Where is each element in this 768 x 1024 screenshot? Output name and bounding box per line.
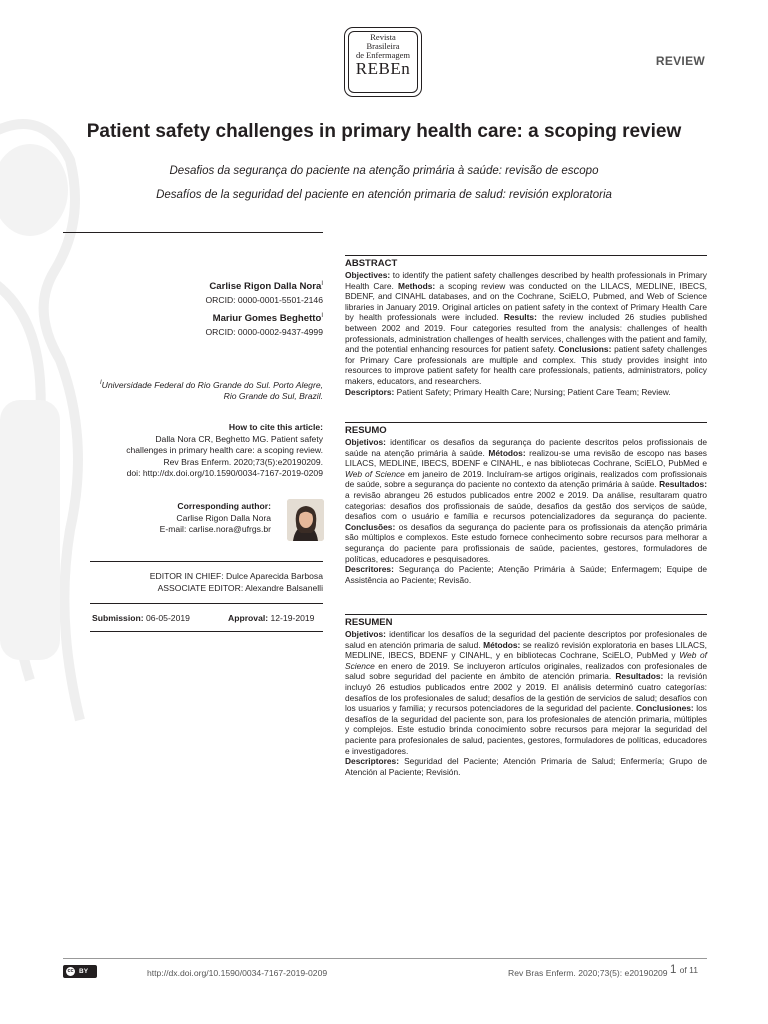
affiliation-line-2: Rio Grande do Sul, Brazil. — [223, 391, 323, 402]
resumo-body — [345, 437, 707, 564]
footer-rule — [63, 958, 707, 959]
resumo-objectives-text: identificar os desafios da segurança do paciente descritos pelos profissionais de saúde na atenção primária à saúde. — [345, 437, 707, 458]
resumo-top-rule — [345, 422, 707, 423]
resumo-methods-label: Métodos: — [488, 447, 526, 458]
logo-line-3: de Enfermagem — [355, 50, 411, 60]
dates-bottom-rule — [90, 631, 323, 632]
subtitle-portuguese: Desafios da segurança do paciente na atenção primária à saúde: revisão de escopo — [169, 165, 599, 177]
abstract-conclusions-text: patient safety challenges for Primary Care professionals are multiple and complex. This study provides insight into resources to improve patient safety for health care professionals, patients, administrators, policy makers, educators, and researchers. — [345, 344, 708, 386]
resumen-conclusions-text: los desafíos de la seguridad del paciente son, para los profesionales de atención primaria, múltiples y complejos. Este estudio brinda conocimiento sobre recursos para mejorar la seguridad del paciente para profesionales de salud, pacientes, gestores, formuladores de políticas, educadores e investigadores. — [345, 703, 707, 756]
resumen-descriptors — [345, 756, 707, 777]
corresponding-name: Carlise Rigon Dalla Nora — [176, 512, 271, 523]
article-title: Patient safety challenges in primary health care: a scoping review — [86, 121, 682, 142]
cc-license-text: BY — [79, 968, 89, 975]
resumen-heading: RESUMEN — [345, 617, 393, 628]
corresponding-block — [160, 501, 271, 536]
resumen-methods-text-2: en enero de 2019. Se incluyeron artículos originales, realizados con profesionales de salud sobre seguridad del paciente en ámbito de atención primaria. — [345, 660, 707, 682]
resumen-methods-label: Métodos: — [483, 639, 521, 650]
logo-line-2: Brasileira — [366, 41, 400, 51]
resumen-conclusions-label: Conclusiones: — [635, 703, 694, 714]
approval-value: 12-19-2019 — [270, 613, 315, 623]
author-block-1 — [205, 279, 323, 306]
resumo-methods-text: realizou-se uma revisão de escopo nas bases LILACS, MEDLINE, IBECS, BDENF e CINAHL, e nas bibliotecas Cochrane, SciELO, PubMed e — [345, 447, 707, 469]
resumen-section — [345, 617, 707, 777]
resumo-heading: RESUMO — [345, 425, 387, 436]
abstract-methods-text: a scoping review was conducted on the LILACS, MEDLINE, IBECS, BDENF, and CINAHL databases, and on the Cochrane, SciELO, Pubmed, and Web of Science libraries in January 2019. Original articles on patient safety in the context of Primary Health Care by health professionals were included. — [345, 280, 707, 323]
section-label: REVIEW — [655, 54, 705, 68]
abstract-heading: ABSTRACT — [345, 258, 398, 269]
cc-icon: cc — [67, 968, 74, 974]
abstract-results-text: the review included 26 studies published between 2002 and 2019. Four categories resulted from the analysis: challenges of health professionals, administration challenges of health services, challenges with the patient and family, and the potential enhancing resources for patient safety. — [345, 312, 707, 355]
submission-label: Submission: — [92, 613, 144, 623]
resumen-results-text: la revisión incluyó 26 estudios publicados entre 2002 y 2019. El análisis determinó cuatro categorías: desafíos de los profesionales de salud; desafíos de la gestión de servicios de salud; desafíos con los usuarios y familia; y recursos potenciadores de la seguridad del paciente. — [345, 671, 708, 714]
resumen-methods-text: se realizó revisión exploratoria en bases LILACS, MEDLINE, IBECS, BDENF y CINAHL, y en bibliotecas Cochrane, SciELO, PubMed y — [345, 639, 708, 661]
resumen-objectives-label: Objetivos: — [345, 629, 386, 639]
submission-value: 06-05-2019 — [145, 613, 190, 623]
approval-date — [228, 613, 314, 623]
resumen-top-rule — [345, 614, 707, 615]
abstract-body — [345, 270, 707, 387]
abstract-objectives-label: Objectives: — [345, 270, 391, 280]
author-photo-image — [287, 499, 324, 541]
author-orcid[interactable]: ORCID: 0000-0001-5501-2146 — [205, 294, 323, 305]
corresponding-heading: Corresponding author: — [177, 501, 271, 511]
author-block-2 — [205, 311, 323, 338]
cite-doi-link[interactable]: doi: http://dx.doi.org/10.1590/0034-7167-2019-0209 — [126, 468, 323, 479]
affiliation-line-1: Universidade Federal do Rio Grande do Sul. Porto Alegre, — [101, 379, 323, 390]
resumo-section — [345, 425, 707, 585]
resumo-descriptors — [345, 564, 707, 585]
resumen-objectives-text: identificar los desafíos de la seguridad del paciente descriptos por profesionales de salud en atención primaria de salud. — [345, 629, 707, 650]
author-sup: I — [321, 281, 323, 287]
abstract-descriptors-label: Descriptors: — [345, 386, 395, 397]
editor-in-chief: EDITOR IN CHIEF: Dulce Aparecida Barbosa — [149, 571, 323, 581]
submission-date — [92, 613, 190, 623]
logo-acronym: REBEn — [355, 59, 411, 78]
cite-heading: How to cite this article: — [228, 422, 323, 432]
resumen-descriptors-label: Descriptores: — [345, 756, 399, 767]
watermark-figure — [0, 80, 90, 780]
footer-doi-link[interactable]: http://dx.doi.org/10.1590/0034-7167-2019-0209 — [147, 968, 328, 978]
resumo-results-text: a revisão abrangeu 26 estudos publicados entre 2002 e 2019. Da análise, resultaram quatro categorias: desafios dos profissionais de saúde, desafios da gestão dos serviços de saúde, desafios com o usuário e família e recursos potencializadores da segurança do paciente. — [345, 489, 707, 522]
dates-top-rule — [90, 603, 323, 604]
abstract-section — [345, 258, 707, 397]
resumo-methods-text-2: em janeiro de 2019. Incluíram-se artigos originais, realizados com profissionais de saúde, sobre a segurança do paciente no contexto da atenção primária à saúde. — [345, 468, 707, 490]
abstract-results-label: Results: — [503, 312, 537, 323]
resumo-conclusions-text: os desafios da segurança do paciente para os profissionais da atenção primária são múltiplos e complexos. Este estudo fornece conhecimento sobre recursos para melhorar a segurança do paciente para profissionais de saúde, pacientes, gestores, formuladores de políticas, educadores e pesquisadores. — [345, 521, 707, 564]
resumen-body — [345, 629, 707, 756]
cite-line-2: challenges in primary health care: a scoping review. — [126, 445, 323, 456]
left-top-rule — [63, 232, 323, 233]
abstract-descriptors-text: Patient Safety; Primary Health Care; Nursing; Patient Care Team; Review. — [394, 386, 671, 397]
cc-license-badge[interactable] — [63, 965, 97, 978]
subtitle-spanish: Desafíos de la seguridad del paciente en atención primaria de salud: revisión exploratoria — [156, 189, 612, 201]
page-total: of 11 — [679, 965, 699, 975]
associate-editor: ASSOCIATE EDITOR: Alexandre Balsanelli — [157, 582, 323, 593]
resumo-methods-italic: Web of Science — [345, 468, 405, 479]
resumen-results-label: Resultados: — [615, 671, 664, 682]
journal-logo — [344, 27, 422, 97]
resumo-descriptors-label: Descritores: — [345, 564, 394, 575]
affiliation — [100, 378, 323, 403]
cite-line-1: Dalla Nora CR, Beghetto MG. Patient safety — [155, 433, 323, 444]
abstract-conclusions-label: Conclusions: — [558, 344, 612, 355]
affiliation-sup: I — [99, 380, 102, 386]
cite-block — [126, 422, 323, 480]
corresponding-email[interactable]: E-mail: carlise.nora@ufrgs.br — [159, 524, 271, 535]
editors-block — [150, 571, 323, 594]
footer-citation: Rev Bras Enferm. 2020;73(5): e20190209 — [508, 968, 668, 978]
abstract-objectives-text: to identify the patient safety challenges described by health professionals in Primary Health Care. — [345, 270, 707, 291]
author-sup: I — [321, 313, 323, 319]
resumen-descriptors-text: Seguridad del Paciente; Atención Primaria de Salud; Enfermería; Grupo de Atención al Paciente; Revisión. — [345, 756, 707, 777]
abstract-top-rule — [345, 255, 707, 256]
approval-label: Approval: — [228, 613, 269, 623]
resumo-objectives-label: Objetivos: — [345, 437, 386, 447]
author-name: Carlise Rigon Dalla Nora — [209, 281, 322, 293]
abstract-descriptors — [345, 387, 707, 398]
author-name: Mariur Gomes Beghetto — [212, 313, 322, 325]
page-number — [670, 964, 698, 976]
resumo-results-label: Resultados: — [659, 479, 707, 490]
logo-line-1: Revista — [370, 32, 396, 42]
author-orcid[interactable]: ORCID: 0000-0002-9437-4999 — [205, 326, 323, 337]
resumen-methods-italic: Web of Science — [345, 650, 707, 671]
author-photo — [287, 499, 324, 541]
page-current: 1 — [670, 964, 677, 976]
resumo-descriptors-text: Segurança do Paciente; Atenção Primária à Saúde; Enfermagem; Equipe de Assistência ao Paciente; Revisão. — [345, 564, 707, 585]
resumo-conclusions-label: Conclusões: — [345, 521, 396, 532]
cite-line-3: Rev Bras Enferm. 2020;73(5):e20190209. — [163, 456, 323, 467]
editor-top-rule — [90, 561, 323, 562]
abstract-methods-label: Methods: — [397, 280, 436, 291]
